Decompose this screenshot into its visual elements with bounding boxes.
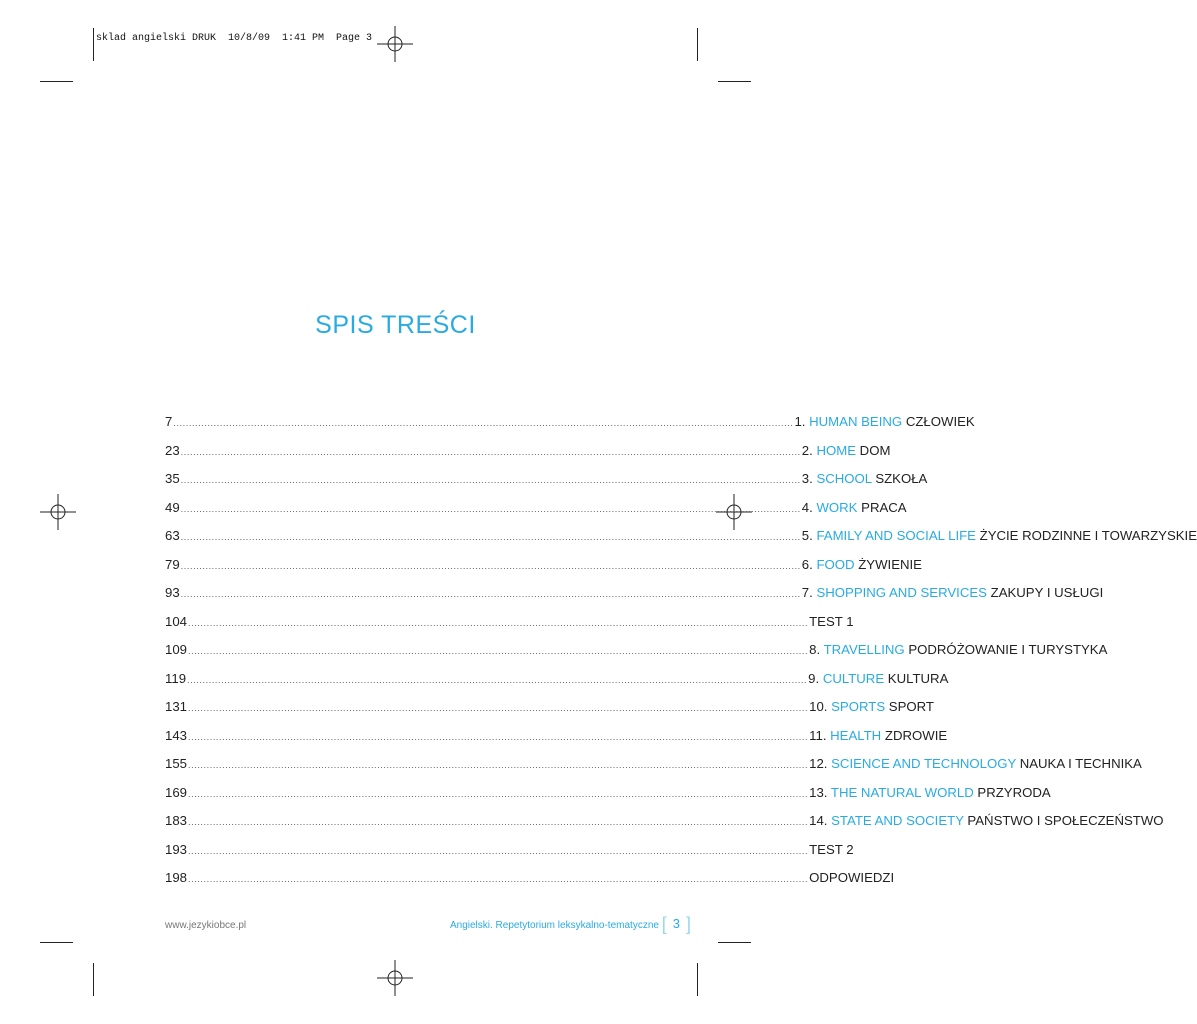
crop-mark-bottom-right-vertical <box>697 963 698 996</box>
toc-entry-prefix: 13. <box>809 784 831 800</box>
toc-entry-prefix: 10. <box>809 699 832 714</box>
crop-mark-bottom-left-horizontal <box>40 942 73 943</box>
print-slug: sklad angielski DRUK 10/8/09 1:41 PM Page 3 <box>96 33 373 44</box>
toc-leader-dots: ........................................................................................................................................................................................................ <box>188 617 809 628</box>
toc-row[interactable] <box>165 670 949 700</box>
toc-entry-prefix: 9. <box>808 670 823 686</box>
toc-entry-polish: SZKOŁA <box>871 471 928 486</box>
toc-entry <box>809 756 1142 771</box>
toc-leader-dots: ........................................................................................................................................................................................................ <box>180 532 801 542</box>
crop-mark-top-right-vertical <box>697 28 698 61</box>
toc-page-number: 109 <box>165 642 188 657</box>
toc-entry-english: SHOPPING AND SERVICES <box>816 585 987 600</box>
toc-entry-english: SCHOOL <box>816 471 872 486</box>
toc-entry-prefix: 8. <box>809 642 824 657</box>
toc-entry-polish: ZAKUPY I USŁUGI <box>986 585 1104 600</box>
toc-page-number: 169 <box>165 784 188 800</box>
table-of-contents <box>165 414 1197 899</box>
toc-page-number: 143 <box>165 727 188 743</box>
toc-row[interactable] <box>165 414 975 443</box>
toc-entry <box>809 842 853 857</box>
toc-leader-dots: ........................................................................................................................................................................................................ <box>188 874 809 884</box>
toc-leader-dots: ........................................................................................................................................................................................................ <box>188 731 809 742</box>
registration-mark-top <box>377 26 413 62</box>
toc-entry-prefix: 2. <box>801 442 817 458</box>
toc-entry <box>802 471 928 486</box>
toc-page-number: 63 <box>165 528 180 543</box>
toc-row[interactable] <box>165 756 1142 785</box>
toc-page-number: 155 <box>165 756 188 771</box>
toc-entry-prefix: 12. <box>809 756 832 771</box>
toc-entry <box>809 813 1163 828</box>
toc-row[interactable] <box>165 528 1197 557</box>
toc-page-number: 193 <box>165 841 188 857</box>
toc-page-number: 93 <box>165 585 180 600</box>
toc-entry <box>802 528 1197 543</box>
crop-mark-top-left-vertical <box>93 28 94 61</box>
toc-page-number: 183 <box>165 813 188 828</box>
toc-entry <box>802 443 891 458</box>
toc-row[interactable] <box>165 499 907 529</box>
toc-leader-dots: ........................................................................................................................................................................................................ <box>180 503 801 514</box>
toc-leader-dots: ........................................................................................................................................................................................................ <box>187 674 808 685</box>
toc-entry <box>794 414 974 429</box>
toc-entry-polish: SPORT <box>885 699 934 714</box>
toc-entry-english: HEALTH <box>830 727 882 743</box>
toc-row[interactable] <box>165 613 854 643</box>
toc-leader-dots: ........................................................................................................................................................................................................ <box>180 589 801 599</box>
toc-entry-prefix: 4. <box>801 499 817 515</box>
toc-row[interactable] <box>165 699 934 728</box>
toc-entry-prefix: 6. <box>801 556 817 572</box>
toc-entry-polish: NAUKA I TECHNIKA <box>1016 756 1142 771</box>
toc-entry-english: THE NATURAL WORLD <box>830 784 974 800</box>
toc-entry <box>809 699 934 714</box>
toc-entry-polish: PAŃSTWO I SPOŁECZEŃSTWO <box>963 813 1164 828</box>
toc-entry <box>809 728 947 743</box>
toc-entry <box>802 500 907 515</box>
toc-row[interactable] <box>165 642 1108 671</box>
toc-leader-dots: ........................................................................................................................................................................................................ <box>180 560 801 571</box>
toc-entry <box>808 671 948 686</box>
toc-page-number: 104 <box>165 613 188 629</box>
crop-mark-top-left-horizontal <box>40 81 73 82</box>
toc-row[interactable] <box>165 442 891 472</box>
page-title: SPIS TREŚCI <box>315 311 476 339</box>
registration-mark-bottom <box>377 960 413 996</box>
toc-leader-dots: ........................................................................................................................................................................................................ <box>188 703 809 713</box>
toc-page-number: 119 <box>165 670 187 686</box>
toc-leader-dots: ........................................................................................................................................................................................................ <box>188 760 809 770</box>
registration-mark-left <box>40 494 76 530</box>
toc-entry-prefix: 14. <box>809 813 832 828</box>
toc-entry-english: HUMAN BEING <box>809 414 903 429</box>
toc-entry-polish: PRACA <box>857 499 907 515</box>
toc-leader-dots: ........................................................................................................................................................................................................ <box>188 845 809 856</box>
footer-bracket-open: [ <box>661 914 667 934</box>
toc-row[interactable] <box>165 841 854 871</box>
toc-entry-prefix: 1. <box>794 414 810 429</box>
toc-entry-polish: PRZYRODA <box>973 784 1051 800</box>
toc-row[interactable] <box>165 784 1051 814</box>
toc-entry <box>809 870 894 885</box>
toc-page-number: 198 <box>165 870 188 885</box>
toc-page-number: 131 <box>165 699 188 714</box>
toc-entry-prefix: TEST 2 <box>809 841 854 857</box>
crop-mark-bottom-right-horizontal <box>718 942 751 943</box>
toc-entry <box>802 557 922 572</box>
toc-leader-dots: ........................................................................................................................................................................................................ <box>180 446 801 457</box>
footer-book-title: Angielski. Repetytorium leksykalno-tematyczne <box>449 920 659 931</box>
toc-row[interactable] <box>165 727 948 757</box>
toc-row[interactable] <box>165 471 928 500</box>
toc-entry-polish: ZDROWIE <box>881 727 948 743</box>
toc-entry-english: CULTURE <box>822 670 885 686</box>
toc-row[interactable] <box>165 556 922 586</box>
crop-mark-top-right-horizontal <box>718 81 751 82</box>
footer-bracket-close: ] <box>685 914 691 934</box>
toc-entry-prefix: TEST 1 <box>809 613 854 629</box>
toc-entry <box>809 642 1107 657</box>
toc-entry-prefix: ODPOWIEDZI <box>809 870 895 885</box>
toc-entry-polish: CZŁOWIEK <box>902 414 975 429</box>
crop-mark-bottom-left-vertical <box>93 963 94 996</box>
toc-entry-english: SCIENCE AND TECHNOLOGY <box>831 756 1017 771</box>
toc-row[interactable] <box>165 585 1104 614</box>
toc-entry <box>802 585 1103 600</box>
toc-entry-english: SPORTS <box>831 699 886 714</box>
toc-entry-polish: ŻYCIE RODZINNE I TOWARZYSKIE <box>975 528 1197 543</box>
footer-page-number: 3 <box>672 916 680 931</box>
toc-page-number: 35 <box>165 471 180 486</box>
toc-leader-dots: ........................................................................................................................................................................................................ <box>173 418 794 428</box>
toc-leader-dots: ........................................................................................................................................................................................................ <box>188 817 809 827</box>
toc-entry <box>809 785 1051 800</box>
footer-website: www.jezykiobce.pl <box>165 920 247 931</box>
toc-leader-dots: ........................................................................................................................................................................................................ <box>180 475 801 485</box>
toc-leader-dots: ........................................................................................................................................................................................................ <box>188 788 809 799</box>
toc-entry-polish: PODRÓŻOWANIE I TURYSTYKA <box>904 642 1108 657</box>
footer-book-info <box>450 914 691 935</box>
toc-entry-english: STATE AND SOCIETY <box>831 813 964 828</box>
toc-entry-english: HOME <box>816 442 857 458</box>
toc-page-number: 49 <box>165 499 180 515</box>
toc-entry-polish: ŻYWIENIE <box>854 556 922 572</box>
toc-entry-prefix: 7. <box>801 585 817 600</box>
toc-entry-polish: DOM <box>856 442 891 458</box>
toc-entry <box>809 614 853 629</box>
toc-page-number: 23 <box>165 442 180 458</box>
toc-page-number: 79 <box>165 556 180 572</box>
toc-row[interactable] <box>165 813 1164 842</box>
toc-entry-english: FOOD <box>816 556 855 572</box>
toc-entry-english: FAMILY AND SOCIAL LIFE <box>816 528 976 543</box>
toc-row[interactable] <box>165 870 895 899</box>
toc-entry-english: TRAVELLING <box>823 642 905 657</box>
toc-entry-polish: KULTURA <box>884 670 949 686</box>
toc-entry-english: WORK <box>816 499 858 515</box>
toc-leader-dots: ........................................................................................................................................................................................................ <box>188 646 809 656</box>
toc-entry-prefix: 11. <box>809 727 831 743</box>
toc-page-number: 7 <box>165 414 173 429</box>
toc-entry-prefix: 5. <box>801 528 817 543</box>
toc-entry-prefix: 3. <box>801 471 817 486</box>
